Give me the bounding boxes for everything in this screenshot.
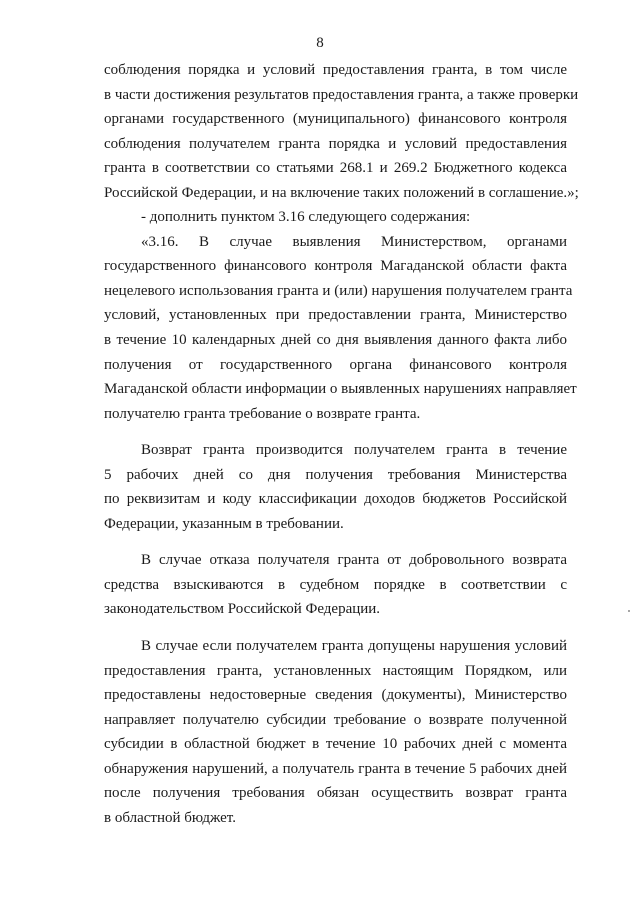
page-number: 8 — [316, 35, 324, 51]
text-line: Федерации, указанным в требовании. — [104, 515, 344, 532]
paragraph — [104, 634, 567, 830]
text-line: обнаружения нарушений, а получатель гранта в течение 5 рабочих дней — [104, 760, 567, 777]
text-line: предоставления гранта, установленных настоящим Порядком, или — [104, 662, 567, 679]
text-line: направляет получателю субсидии требование о возврате полученной — [104, 711, 567, 728]
text-line: «3.16. В случае выявления Министерством, органами — [141, 233, 567, 250]
text-line: средства взыскиваются в судебном порядке в соответствии с — [104, 576, 567, 593]
text-line: государственного финансового контроля Магаданской области факта — [104, 258, 567, 275]
text-line: получения от государственного органа финансового контроля — [104, 356, 567, 373]
text-line: субсидии в областной бюджет в течение 10 рабочих дней с момента — [104, 736, 567, 753]
paragraph — [104, 548, 567, 622]
paragraph — [104, 58, 579, 230]
text-line: предоставлены недостоверные сведения (документы), Министерство — [104, 687, 567, 704]
paragraph — [104, 438, 567, 536]
text-line: В случае если получателем гранта допущены нарушения условий — [141, 638, 567, 655]
text-line: после получения требования обязан осуществить возврат гранта — [104, 785, 567, 802]
document-body — [104, 58, 579, 830]
text-line: в части достижения результатов предоставления гранта, а также проверки — [104, 86, 579, 103]
text-line: Российской Федерации, и на включение таких положений в соглашение.»; — [104, 184, 579, 201]
text-line: В случае отказа получателя гранта от добровольного возврата — [141, 552, 567, 569]
text-line: 5 рабочих дней со дня получения требования Министерства — [104, 466, 567, 483]
text-line: по реквизитам и коду классификации доходов бюджетов Российской — [104, 491, 567, 508]
scan-speck — [628, 610, 630, 612]
text-line: - дополнить пунктом 3.16 следующего содержания: — [141, 209, 471, 226]
text-line: Возврат гранта производится получателем гранта в течение — [141, 442, 567, 459]
text-line: гранта в соответствии со статьями 268.1 и 269.2 Бюджетного кодекса — [104, 160, 567, 177]
text-line: нецелевого использования гранта и (или) нарушения получателем гранта — [104, 282, 573, 299]
text-line: органами государственного (муниципального) финансового контроля — [104, 111, 567, 128]
paragraph — [104, 230, 577, 426]
text-line: соблюдения порядка и условий предоставления гранта, в том числе — [104, 62, 567, 78]
text-line: соблюдения получателем гранта порядка и условий предоставления — [104, 135, 567, 152]
text-line: получателю гранта требование о возврате гранта. — [104, 405, 421, 422]
text-line: в течение 10 календарных дней со дня выявления данного факта либо — [104, 332, 567, 349]
text-line: законодательством Российской Федерации. — [104, 601, 381, 618]
text-line: в областной бюджет. — [104, 809, 236, 826]
text-line: Магаданской области информации о выявленных нарушениях направляет — [104, 381, 577, 398]
text-line: условий, установленных при предоставлении гранта, Министерство — [104, 307, 567, 324]
